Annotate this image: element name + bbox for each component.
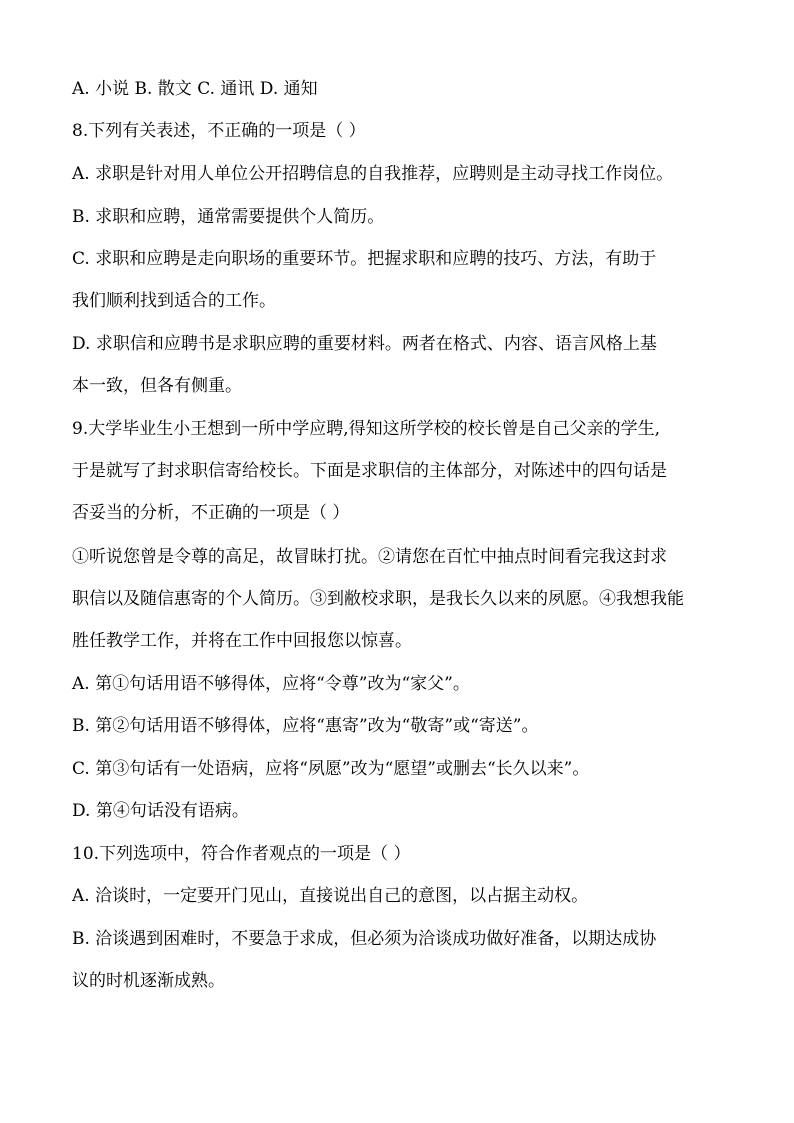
q9-option-b: B. 第②句话用语不够得体，应将“惠寄”改为“敬寄”或“寄送”。 [72, 716, 539, 736]
q8-option-c-line-1: C. 求职和应聘是走向职场的重要环节。把握求职和应聘的技巧、方法，有助于 [72, 249, 657, 269]
q9-option-a: A. 第①句话用语不够得体，应将“令尊”改为“家父”。 [72, 674, 470, 694]
q10-option-b-line-2: 议的时机逐渐成熟。 [72, 971, 225, 991]
q9-option-c: C. 第③句话有一处语病，应将“夙愿”改为“愿望”或删去“长久以来”。 [72, 759, 590, 779]
q10-option-b-line-1: B. 洽谈遇到困难时，不要急于求成，但必须为洽谈成功做好准备，以期达成协 [72, 929, 657, 949]
q9-option-d: D. 第④句话没有语病。 [72, 801, 249, 821]
q9-letter-line-2: 职信以及随信惠寄的个人简历。③到敝校求职，是我长久以来的夙愿。④我想我能 [72, 589, 684, 609]
q8-option-b: B. 求职和应聘，通常需要提供个人简历。 [72, 207, 385, 227]
q8-option-d-line-2: 本一致，但各有侧重。 [72, 376, 242, 396]
q9-letter-line-3: 胜任教学工作，并将在工作中回报您以惊喜。 [72, 631, 412, 651]
q9-letter-line-1: ①听说您曾是令尊的高足，故冒昧打扰。②请您在百忙中抽点时间看完我这封求 [72, 547, 667, 567]
q8-option-d-line-1: D. 求职信和应聘书是求职应聘的重要材料。两者在格式、内容、语言风格上基 [72, 334, 657, 354]
q9-stem-line-2: 于是就写了封求职信寄给校长。下面是求职信的主体部分，对陈述中的四句话是 [72, 461, 667, 481]
q8-option-c-line-2: 我们顺利找到适合的工作。 [72, 291, 276, 311]
q10-option-a: A. 洽谈时，一定要开门见山，直接说出自己的意图，以占据主动权。 [72, 886, 589, 906]
q8-stem: 8.下列有关表述，不正确的一项是（ ） [72, 121, 366, 141]
q7-options: A. 小说 B. 散文 C. 通讯 D. 通知 [72, 79, 318, 99]
q10-stem: 10.下列选项中，符合作者观点的一项是（ ） [72, 844, 411, 864]
q9-stem-line-3: 否妥当的分析，不正确的一项是（ ） [72, 503, 350, 523]
q9-stem-line-1: 9.大学毕业生小王想到一所中学应聘,得知这所学校的校长曾是自己父亲的学生, [72, 419, 661, 439]
q8-option-a: A. 求职是针对用人单位公开招聘信息的自我推荐，应聘则是主动寻找工作岗位。 [72, 164, 674, 184]
